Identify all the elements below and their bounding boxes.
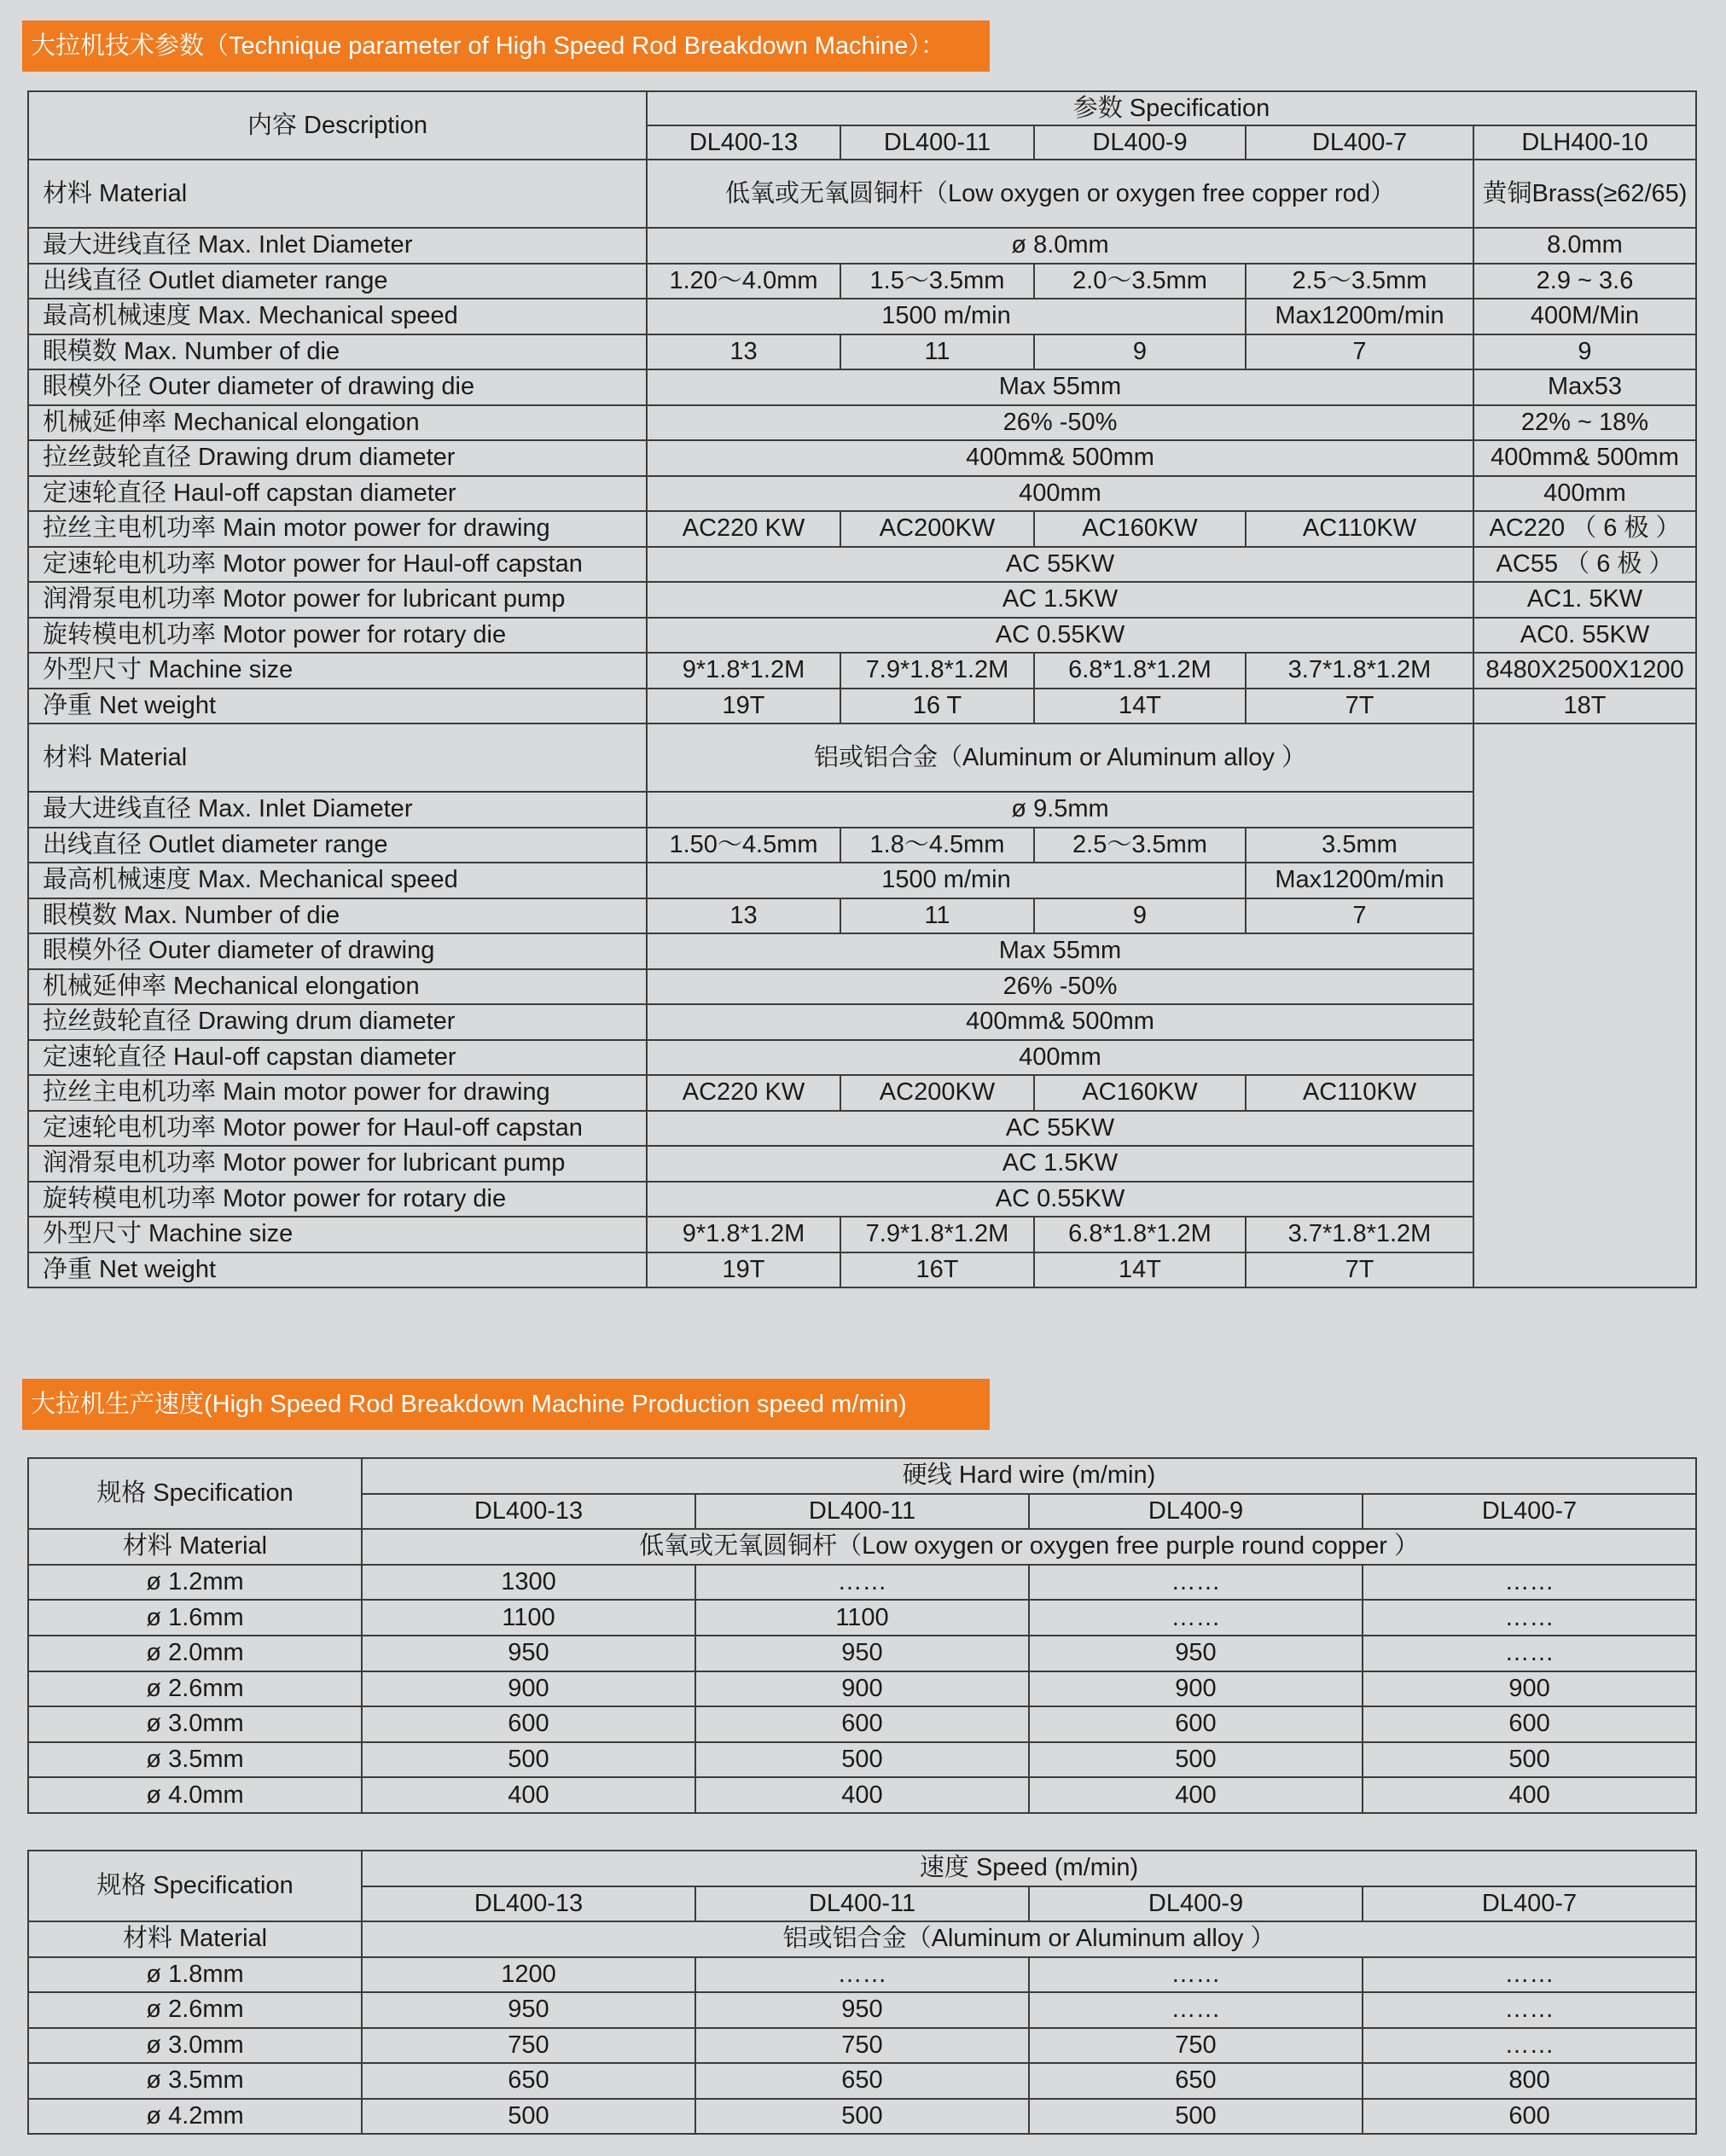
speed-value: 950 bbox=[362, 1636, 695, 1671]
brass-spec-value: AC0. 55KW bbox=[1473, 618, 1696, 654]
wire-size: ø 2.6mm bbox=[28, 1992, 362, 2028]
spec-value: AC 1.5KW bbox=[647, 582, 1473, 618]
speed-value: 1100 bbox=[695, 1600, 1029, 1636]
spec-value: ø 8.0mm bbox=[647, 228, 1473, 264]
speed-value: …… bbox=[1363, 1636, 1696, 1671]
speed-row bbox=[28, 2063, 1696, 2099]
speed-row bbox=[28, 1777, 1696, 1813]
spec-value: AC 0.55KW bbox=[647, 1182, 1473, 1217]
description-header: 内容 Description bbox=[28, 91, 647, 160]
aluminum-spec-row bbox=[28, 828, 1696, 863]
aluminum-spec-row bbox=[28, 1252, 1696, 1288]
speed-value: 500 bbox=[1029, 2099, 1363, 2135]
speed-value: …… bbox=[1363, 2028, 1696, 2064]
spec-value: Max1200m/min bbox=[1246, 299, 1473, 334]
parameter-label: 净重 Net weight bbox=[28, 1252, 647, 1288]
spec-value: AC110KW bbox=[1246, 1075, 1473, 1111]
copper-spec-row bbox=[28, 511, 1696, 547]
speed-value: 400 bbox=[362, 1777, 695, 1813]
parameter-label: 机械延伸率 Mechanical elongation bbox=[28, 969, 647, 1005]
brass-spec-value: 400mm& 500mm bbox=[1473, 440, 1696, 476]
aluminum-spec-row bbox=[28, 1111, 1696, 1147]
model-header: DL400-11 bbox=[840, 125, 1034, 160]
aluminum-spec-row bbox=[28, 792, 1696, 828]
speed-value: 750 bbox=[1029, 2028, 1363, 2064]
spec-value: 6.8*1.8*1.2M bbox=[1034, 1217, 1246, 1252]
speed-value: 950 bbox=[362, 1992, 695, 2028]
spec-value: Max1200m/min bbox=[1246, 863, 1473, 898]
wire-size: ø 1.8mm bbox=[28, 1957, 362, 1993]
spec-value: Max 55mm bbox=[647, 933, 1473, 969]
parameter-label: 最高机械速度 Max. Mechanical speed bbox=[28, 299, 647, 334]
material-label: 材料 Material bbox=[28, 1921, 362, 1957]
speed-value: 600 bbox=[362, 1706, 695, 1742]
copper-spec-row bbox=[28, 689, 1696, 724]
spec-value: AC 55KW bbox=[647, 1111, 1473, 1147]
spec-value: AC200KW bbox=[840, 511, 1034, 547]
speed-value: 750 bbox=[695, 2028, 1029, 2064]
copper-spec-row bbox=[28, 299, 1696, 334]
spec-value: 400mm& 500mm bbox=[647, 440, 1473, 476]
copper-spec-row bbox=[28, 547, 1696, 583]
speed-value: 950 bbox=[695, 1636, 1029, 1671]
spec-value: 1.5～3.5mm bbox=[840, 264, 1034, 299]
speed-value: 800 bbox=[1363, 2063, 1696, 2099]
spec-value: 3.7*1.8*1.2M bbox=[1246, 1217, 1473, 1252]
specification-header: 参数 Specification bbox=[647, 91, 1696, 125]
brass-spec-value: 22% ~ 18% bbox=[1473, 405, 1696, 441]
model-header: DL400-11 bbox=[695, 1886, 1029, 1922]
brass-spec-value: 400mm bbox=[1473, 476, 1696, 512]
wire-size: ø 3.5mm bbox=[28, 2063, 362, 2099]
material-label: 材料 Material bbox=[28, 724, 647, 792]
spec-value: 14T bbox=[1034, 689, 1246, 724]
spec-value: 13 bbox=[647, 334, 840, 370]
parameter-label: 眼模外径 Outer diameter of drawing die bbox=[28, 369, 647, 405]
parameter-label: 眼模外径 Outer diameter of drawing bbox=[28, 933, 647, 969]
spec-value: AC110KW bbox=[1246, 511, 1473, 547]
speed-value: 900 bbox=[362, 1671, 695, 1707]
spec-value: 3.5mm bbox=[1246, 828, 1473, 863]
model-header: DL400-9 bbox=[1029, 1886, 1363, 1922]
speed-value: 650 bbox=[1029, 2063, 1363, 2099]
al-material-row bbox=[28, 1921, 1696, 1957]
aluminum-spec-row bbox=[28, 969, 1696, 1005]
wire-size: ø 2.0mm bbox=[28, 1636, 362, 1671]
speed-value: 500 bbox=[362, 2099, 695, 2135]
speed-value: 600 bbox=[1363, 1706, 1696, 1742]
wire-size: ø 4.0mm bbox=[28, 1777, 362, 1813]
spec-value: AC220 KW bbox=[647, 1075, 840, 1111]
parameter-label: 拉丝鼓轮直径 Drawing drum diameter bbox=[28, 440, 647, 476]
speed-value: 400 bbox=[1029, 1777, 1363, 1813]
spec-value: 19T bbox=[647, 1252, 840, 1288]
hard-wire-speed-table bbox=[27, 1457, 1697, 1814]
parameter-label: 定速轮直径 Haul-off capstan diameter bbox=[28, 1040, 647, 1076]
technique-parameter-body bbox=[28, 91, 1696, 1287]
aluminum-spec-row bbox=[28, 898, 1696, 934]
speed-value: 400 bbox=[1363, 1777, 1696, 1813]
parameter-label: 最大进线直径 Max. Inlet Diameter bbox=[28, 228, 647, 264]
speed-value: 600 bbox=[1363, 2099, 1696, 2135]
copper-spec-row bbox=[28, 618, 1696, 654]
model-header: DL400-7 bbox=[1246, 125, 1473, 160]
parameter-label: 出线直径 Outlet diameter range bbox=[28, 264, 647, 299]
brass-spec-value: 9 bbox=[1473, 334, 1696, 370]
hard-header-row bbox=[28, 1458, 1696, 1494]
speed-group-header: 速度 Speed (m/min) bbox=[362, 1851, 1696, 1886]
speed-value: 500 bbox=[695, 1742, 1029, 1778]
parameter-label: 定速轮电机功率 Motor power for Haul-off capstan bbox=[28, 547, 647, 583]
al-material-value: 铝或铝合金（Aluminum or Aluminum alloy ） bbox=[362, 1921, 1696, 1957]
speed-value: 950 bbox=[695, 1992, 1029, 2028]
spec-value: 13 bbox=[647, 898, 840, 934]
aluminum-spec-row bbox=[28, 1146, 1696, 1182]
parameter-label: 拉丝主电机功率 Main motor power for drawing bbox=[28, 1075, 647, 1111]
aluminum-spec-row bbox=[28, 863, 1696, 898]
parameter-label: 眼模数 Max. Number of die bbox=[28, 334, 647, 370]
aluminum-speed-table bbox=[27, 1850, 1697, 2135]
model-header: DL400-9 bbox=[1029, 1494, 1363, 1530]
speed-value: 1300 bbox=[362, 1565, 695, 1601]
copper-spec-row bbox=[28, 264, 1696, 299]
copper-spec-row bbox=[28, 440, 1696, 476]
spec-value: 9 bbox=[1034, 898, 1246, 934]
spec-value: AC 0.55KW bbox=[647, 618, 1473, 654]
parameter-label: 最高机械速度 Max. Mechanical speed bbox=[28, 863, 647, 898]
brass-spec-value: 2.9 ~ 3.6 bbox=[1473, 264, 1696, 299]
speed-value: 950 bbox=[1029, 1636, 1363, 1671]
spec-value: 11 bbox=[840, 334, 1034, 370]
speed-value: …… bbox=[1363, 1957, 1696, 1993]
spec-value: 16T bbox=[840, 1252, 1034, 1288]
copper-spec-row bbox=[28, 228, 1696, 264]
spec-value: AC200KW bbox=[840, 1075, 1034, 1111]
spec-value: 11 bbox=[840, 898, 1034, 934]
speed-value: 650 bbox=[695, 2063, 1029, 2099]
aluminum-material-row bbox=[28, 724, 1696, 792]
spec-value: 400mm bbox=[647, 476, 1473, 512]
parameter-label: 外型尺寸 Machine size bbox=[28, 1217, 647, 1252]
model-header: DL400-7 bbox=[1363, 1886, 1696, 1922]
speed-value: 500 bbox=[695, 2099, 1029, 2135]
speed-value: 600 bbox=[1029, 1706, 1363, 1742]
parameter-label: 旋转模电机功率 Motor power for rotary die bbox=[28, 618, 647, 654]
model-header: DL400-13 bbox=[362, 1494, 695, 1530]
copper-spec-row bbox=[28, 653, 1696, 689]
section-title-technique-parameters: 大拉机技术参数（Technique parameter of High Speed Rod Breakdown Machine）： bbox=[22, 20, 990, 72]
speed-row bbox=[28, 1992, 1696, 2028]
copper-material-row bbox=[28, 160, 1696, 228]
speed-value: 500 bbox=[1363, 1742, 1696, 1778]
wire-size: ø 4.2mm bbox=[28, 2099, 362, 2135]
empty-cell bbox=[1473, 724, 1696, 1287]
specification-label: 规格 Specification bbox=[28, 1851, 362, 1921]
spec-value: 14T bbox=[1034, 1252, 1246, 1288]
spec-value: 1.20～4.0mm bbox=[647, 264, 840, 299]
brass-spec-value: 8.0mm bbox=[1473, 228, 1696, 264]
copper-spec-row bbox=[28, 334, 1696, 370]
parameter-label: 外型尺寸 Machine size bbox=[28, 653, 647, 689]
aluminum-spec-row bbox=[28, 1182, 1696, 1217]
brass-spec-value: Max53 bbox=[1473, 369, 1696, 405]
spec-value: 7 bbox=[1246, 334, 1473, 370]
copper-spec-row bbox=[28, 582, 1696, 618]
speed-value: 750 bbox=[362, 2028, 695, 2064]
spec-value: 7 bbox=[1246, 898, 1473, 934]
brass-spec-value: 400M/Min bbox=[1473, 299, 1696, 334]
wire-size: ø 2.6mm bbox=[28, 1671, 362, 1707]
parameter-label: 机械延伸率 Mechanical elongation bbox=[28, 405, 647, 441]
parameter-label: 润滑泵电机功率 Motor power for lubricant pump bbox=[28, 582, 647, 618]
hard-wire-group-header: 硬线 Hard wire (m/min) bbox=[362, 1458, 1696, 1494]
speed-value: …… bbox=[695, 1957, 1029, 1993]
spec-value: 1500 m/min bbox=[647, 863, 1246, 898]
parameter-label: 润滑泵电机功率 Motor power for lubricant pump bbox=[28, 1146, 647, 1182]
aluminum-spec-row bbox=[28, 933, 1696, 969]
aluminum-spec-row bbox=[28, 1004, 1696, 1040]
copper-material-value: 低氧或无氧圆铜杆（Low oxygen or oxygen free copper rod） bbox=[647, 160, 1473, 228]
material-label: 材料 Material bbox=[28, 1529, 362, 1565]
spec-value: 6.8*1.8*1.2M bbox=[1034, 653, 1246, 689]
parameter-label: 出线直径 Outlet diameter range bbox=[28, 828, 647, 863]
speed-value: 400 bbox=[695, 1777, 1029, 1813]
spec-value: 7.9*1.8*1.2M bbox=[840, 1217, 1034, 1252]
parameter-label: 旋转模电机功率 Motor power for rotary die bbox=[28, 1182, 647, 1217]
brass-material-value: 黄铜Brass(≥62/65) bbox=[1473, 160, 1696, 228]
aluminum-material-value: 铝或铝合金（Aluminum or Aluminum alloy ） bbox=[647, 724, 1473, 792]
speed-value: …… bbox=[1029, 1565, 1363, 1601]
spec-value: 7T bbox=[1246, 1252, 1473, 1288]
speed-value: 1200 bbox=[362, 1957, 695, 1993]
spec-value: 3.7*1.8*1.2M bbox=[1246, 653, 1473, 689]
brass-spec-value: AC1. 5KW bbox=[1473, 582, 1696, 618]
wire-size: ø 3.5mm bbox=[28, 1742, 362, 1778]
speed-value: 500 bbox=[362, 1742, 695, 1778]
spec-value: 2.5～3.5mm bbox=[1246, 264, 1473, 299]
spec-value: 2.5～3.5mm bbox=[1034, 828, 1246, 863]
model-header: DL400-11 bbox=[695, 1494, 1029, 1530]
aluminum-spec-row bbox=[28, 1217, 1696, 1252]
wire-size: ø 3.0mm bbox=[28, 1706, 362, 1742]
parameter-label: 拉丝主电机功率 Main motor power for drawing bbox=[28, 511, 647, 547]
model-header: DLH400-10 bbox=[1473, 125, 1696, 160]
spec-value: 9*1.8*1.2M bbox=[647, 653, 840, 689]
spec-value: 9 bbox=[1034, 334, 1246, 370]
speed-value: …… bbox=[1363, 1600, 1696, 1636]
model-header: DL400-13 bbox=[362, 1886, 695, 1922]
hard-material-value: 低氧或无氧圆铜杆（Low oxygen or oxygen free purple round copper ） bbox=[362, 1529, 1696, 1565]
parameter-label: 净重 Net weight bbox=[28, 689, 647, 724]
speed-value: 900 bbox=[1363, 1671, 1696, 1707]
hard-wire-speed-body bbox=[28, 1458, 1696, 1813]
wire-size: ø 3.0mm bbox=[28, 2028, 362, 2064]
spec-header-row bbox=[28, 91, 1696, 125]
spec-value: 9*1.8*1.2M bbox=[647, 1217, 840, 1252]
brass-spec-value: 8480X2500X1200 bbox=[1473, 653, 1696, 689]
brass-spec-value: 18T bbox=[1473, 689, 1696, 724]
speed-value: …… bbox=[1029, 1957, 1363, 1993]
spec-value: 7T bbox=[1246, 689, 1473, 724]
spec-value: AC220 KW bbox=[647, 511, 840, 547]
copper-spec-row bbox=[28, 369, 1696, 405]
speed-row bbox=[28, 1671, 1696, 1707]
speed-row bbox=[28, 1706, 1696, 1742]
technique-parameter-table bbox=[27, 90, 1697, 1288]
al-header-row bbox=[28, 1851, 1696, 1886]
speed-row bbox=[28, 1600, 1696, 1636]
spec-value: 7.9*1.8*1.2M bbox=[840, 653, 1034, 689]
spec-value: 26% -50% bbox=[647, 969, 1473, 1005]
brass-spec-value: AC220 （ 6 极 ） bbox=[1473, 511, 1696, 547]
speed-row bbox=[28, 1742, 1696, 1778]
aluminum-spec-row bbox=[28, 1075, 1696, 1111]
parameter-label: 拉丝鼓轮直径 Drawing drum diameter bbox=[28, 1004, 647, 1040]
speed-row bbox=[28, 1957, 1696, 1993]
speed-value: …… bbox=[1029, 1992, 1363, 2028]
speed-value: …… bbox=[1363, 1565, 1696, 1601]
wire-size: ø 1.6mm bbox=[28, 1600, 362, 1636]
aluminum-spec-row bbox=[28, 1040, 1696, 1076]
speed-value: 1100 bbox=[362, 1600, 695, 1636]
aluminum-speed-body bbox=[28, 1851, 1696, 2134]
speed-value: 650 bbox=[362, 2063, 695, 2099]
material-label: 材料 Material bbox=[28, 160, 647, 228]
speed-value: 500 bbox=[1029, 1742, 1363, 1778]
spec-value: ø 9.5mm bbox=[647, 792, 1473, 828]
spec-value: AC160KW bbox=[1034, 511, 1246, 547]
spec-value: AC 1.5KW bbox=[647, 1146, 1473, 1182]
model-header: DL400-7 bbox=[1363, 1494, 1696, 1530]
copper-spec-row bbox=[28, 405, 1696, 441]
parameter-label: 定速轮电机功率 Motor power for Haul-off capstan bbox=[28, 1111, 647, 1147]
spec-value: 1500 m/min bbox=[647, 299, 1246, 334]
parameter-label: 定速轮直径 Haul-off capstan diameter bbox=[28, 476, 647, 512]
speed-value: …… bbox=[1029, 1600, 1363, 1636]
speed-row bbox=[28, 2099, 1696, 2135]
speed-value: 900 bbox=[695, 1671, 1029, 1707]
wire-size: ø 1.2mm bbox=[28, 1565, 362, 1601]
spec-value: 19T bbox=[647, 689, 840, 724]
hard-material-row bbox=[28, 1529, 1696, 1565]
parameter-label: 眼模数 Max. Number of die bbox=[28, 898, 647, 934]
parameter-label: 最大进线直径 Max. Inlet Diameter bbox=[28, 792, 647, 828]
speed-row bbox=[28, 1636, 1696, 1671]
spec-value: AC160KW bbox=[1034, 1075, 1246, 1111]
copper-spec-row bbox=[28, 476, 1696, 512]
spec-value: 26% -50% bbox=[647, 405, 1473, 441]
spec-value: AC 55KW bbox=[647, 547, 1473, 583]
spec-value: 400mm bbox=[647, 1040, 1473, 1076]
speed-row bbox=[28, 1565, 1696, 1601]
spec-value: 1.8～4.5mm bbox=[840, 828, 1034, 863]
model-header: DL400-13 bbox=[647, 125, 840, 160]
speed-row bbox=[28, 2028, 1696, 2064]
spec-value: Max 55mm bbox=[647, 369, 1473, 405]
spec-value: 400mm& 500mm bbox=[647, 1004, 1473, 1040]
spec-value: 1.50～4.5mm bbox=[647, 828, 840, 863]
speed-value: 900 bbox=[1029, 1671, 1363, 1707]
specification-label: 规格 Specification bbox=[28, 1458, 362, 1529]
spec-value: 2.0～3.5mm bbox=[1034, 264, 1246, 299]
speed-value: 600 bbox=[695, 1706, 1029, 1742]
speed-value: …… bbox=[695, 1565, 1029, 1601]
section-title-production-speed: 大拉机生产速度(High Speed Rod Breakdown Machine Production speed m/min) bbox=[22, 1379, 990, 1430]
spec-value: 16 T bbox=[840, 689, 1034, 724]
speed-value: …… bbox=[1363, 1992, 1696, 2028]
brass-spec-value: AC55 （ 6 极 ） bbox=[1473, 547, 1696, 583]
model-header: DL400-9 bbox=[1034, 125, 1246, 160]
